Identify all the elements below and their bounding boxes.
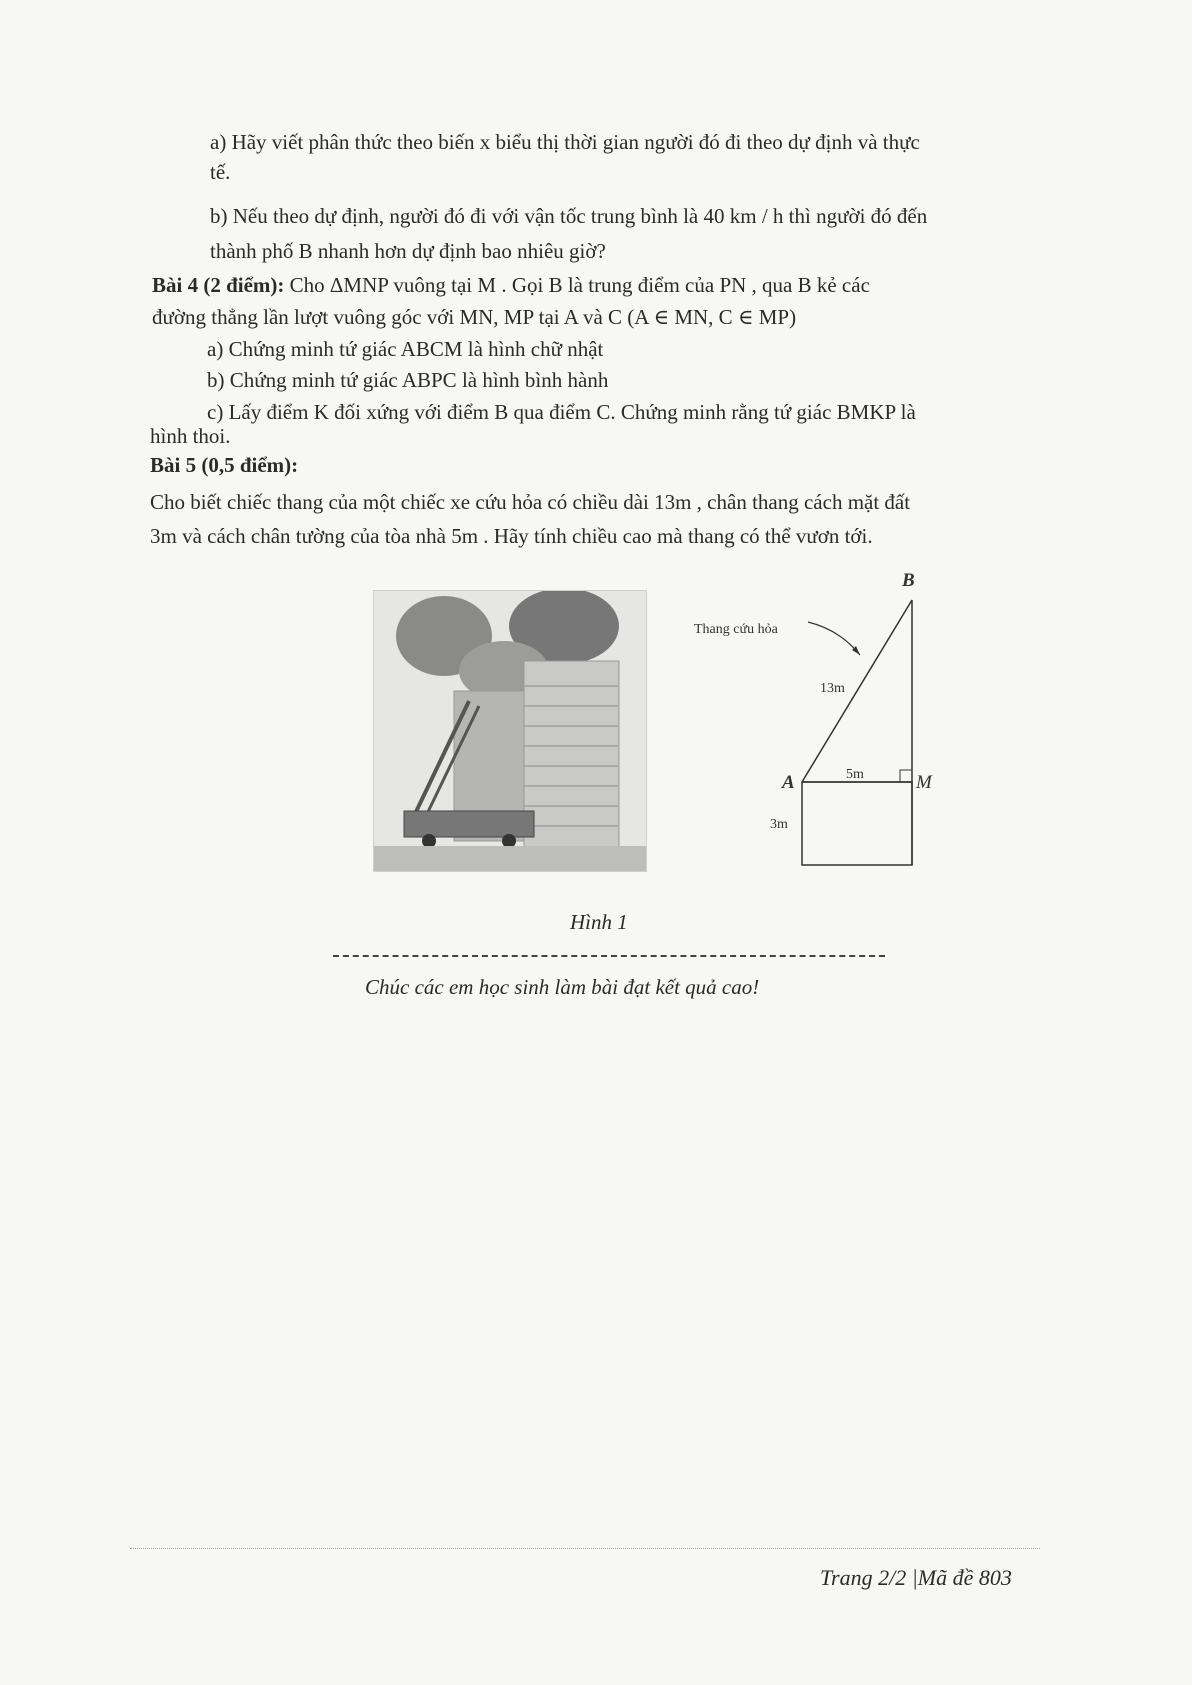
bai4-part-a: a) Chứng minh tứ giác ABCM là hình chữ nhật [207, 337, 604, 361]
ladder-line [802, 600, 912, 782]
label-a: A [782, 772, 795, 793]
label-3m: 3m [770, 817, 788, 832]
label-13m: 13m [820, 681, 845, 696]
bai4-line2: đường thẳng lần lượt vuông góc với MN, MP tại A và C (A ∈ MN, C ∈ MP) [152, 305, 797, 329]
figure-caption: Hình 1 [570, 910, 628, 934]
footer-rule [130, 1548, 1040, 1549]
fire-truck-photo [373, 590, 647, 872]
bai4-part-c-line1: c) Lấy điểm K đối xứng với điểm B qua điểm C. Chứng minh rằng tứ giác BMKP là [207, 400, 916, 424]
closing-message: Chúc các em học sinh làm bài đạt kết quả cao! [365, 975, 760, 999]
right-angle-mark [900, 770, 912, 782]
part3-a-line1: a) Hãy viết phân thức theo biến x biểu thị thời gian người đó đi theo dự định và thực [210, 130, 920, 154]
truck-rectangle [802, 782, 912, 865]
ladder-diagram [690, 560, 990, 880]
bai4-part-b: b) Chứng minh tứ giác ABPC là hình bình hành [207, 368, 609, 392]
page-footer: Trang 2/2 |Mã đề 803 [820, 1565, 1012, 1590]
bai5-line2: 3m và cách chân tường của tòa nhà 5m . Hãy tính chiều cao mà thang có thể vươn tới. [150, 524, 873, 548]
label-5m: 5m [846, 767, 864, 782]
part3-b-line1: b) Nếu theo dự định, người đó đi với vận tốc trung bình là 40 km / h thì người đó đến [210, 204, 928, 228]
label-ladder: Thang cứu hỏa [694, 622, 778, 637]
part3-b-line2: thành phố B nhanh hơn dự định bao nhiêu giờ? [210, 239, 606, 263]
bai4-heading [152, 273, 870, 298]
bai4-line1: Cho ΔMNP vuông tại M . Gọi B là trung điểm của PN , qua B kẻ các [289, 273, 870, 297]
bai4-part-c-line2: hình thoi. [150, 424, 231, 448]
bai5-title: Bài 5 (0,5 điểm): [150, 453, 299, 477]
bai5-line1: Cho biết chiếc thang của một chiếc xe cứu hỏa có chiều dài 13m , chân thang cách mặt đất [150, 490, 911, 514]
bai4-title: Bài 4 (2 điểm): [152, 273, 285, 297]
part3-a-line2: tế. [210, 160, 231, 184]
label-b: B [902, 570, 915, 591]
label-m: M [916, 772, 932, 793]
separator-dashed [333, 955, 885, 957]
